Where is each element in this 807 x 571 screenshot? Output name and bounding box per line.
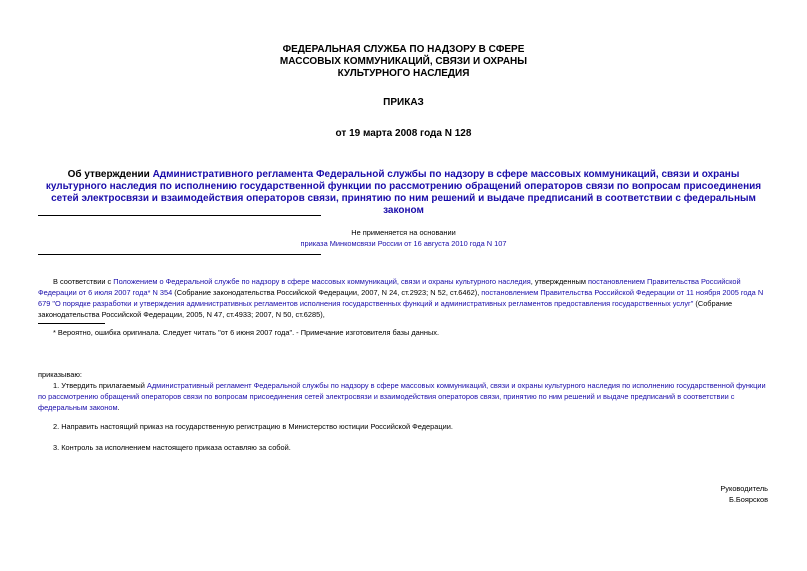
agency-name-line1: ФЕДЕРАЛЬНАЯ СЛУЖБА ПО НАДЗОРУ В СФЕРЕ — [282, 44, 525, 55]
signatory-position: Руководитель — [720, 484, 768, 493]
agency-name-line2: МАССОВЫХ КОММУНИКАЦИЙ, СВЯЗИ И ОХРАНЫ — [279, 56, 528, 67]
preamble-text4: (Собрание законодательства Российской Федерации, 2005, N 47, ст.4933; 2007, N 50, ст.6285), — [38, 299, 733, 319]
government-decree-679-link[interactable]: постановлением Правительства Российской Федерации от 11 ноября 2005 года N 679 "О порядке разработки и утверждения административных регламентов исполнения государственных функций и административных регламентов предоставления государственных услуг" — [38, 288, 764, 308]
regulation-statute-link[interactable]: Положением о Федеральной службе по надзору в сфере массовых коммуникаций, связи и охраны культурного наследия — [113, 277, 531, 286]
agency-header — [0, 44, 807, 80]
signatory-name: Б.Боярсков — [728, 495, 768, 504]
doc-date-number: от 19 марта 2008 года N 128 — [335, 128, 472, 139]
preamble-text3: (Собрание законодательства Российской Федерации, 2007, N 24, ст.2923; N 52, ст.6462), — [172, 288, 482, 297]
notice-link[interactable]: приказа Минкомсвязи России от 16 августа 2010 года N 107 — [300, 239, 507, 248]
order-item-1 — [38, 380, 768, 413]
agency-name-line3: КУЛЬТУРНОГО НАСЛЕДИЯ — [337, 68, 470, 79]
order-item-3: 3. Контроль за исполнением настоящего приказа оставляю за собой. — [53, 443, 291, 452]
footnote: * Вероятно, ошибка оригинала. Следует читать "от 6 июня 2007 года". - Примечание изготовителя базы данных. — [53, 328, 440, 337]
order-item-2: 2. Направить настоящий приказ на государственную регистрацию в Министерство юстиции Российской Федерации. — [53, 422, 453, 431]
preamble-paragraph — [38, 276, 768, 320]
notice-rule-top — [38, 215, 321, 216]
preamble-text2: , утвержденным — [530, 277, 588, 286]
notice-line: Не применяется на основании — [351, 228, 456, 237]
preamble-text1: В соответствии с — [53, 277, 114, 286]
title-prefix: Об утверждении — [67, 169, 153, 180]
signature-block — [560, 483, 768, 505]
footnote-rule — [38, 323, 105, 324]
regulation-approval-link[interactable]: Административный регламент Федеральной службы по надзору в сфере массовых коммуникаций, связи и охраны культурного наследия по исполнению государственной функции по рассмотрению обращений операторов связи по вопросам присоединения сетей электросвязи и взаимодействия операторов связи, принятию по ним решений и выдаче предписаний в соответствии с федеральным законом — [38, 381, 766, 412]
document-title — [40, 169, 767, 217]
doc-type: ПРИКАЗ — [383, 97, 424, 108]
regulation-title-link[interactable]: Административного регламента Федеральной службы по надзору в сфере массовых коммуникаций, связи и охраны культурного наследия по исполнению государственной функции по рассмотрению обращений операторов связи по вопросам присоединения сетей электросвязи и взаимодействия операторов связи, принятию по ним решений и выдаче предписаний в соответствии с федеральным законом — [45, 169, 762, 216]
government-decree-354-link[interactable]: постановлением Правительства Российской Федерации от 6 июля 2007 года* N 354 — [38, 277, 741, 297]
order-item1-suffix: . — [117, 403, 120, 412]
notice-rule-bottom — [38, 254, 321, 255]
order-intro: приказываю: — [38, 370, 82, 379]
order-item1-prefix: 1. Утвердить прилагаемый — [53, 381, 147, 390]
